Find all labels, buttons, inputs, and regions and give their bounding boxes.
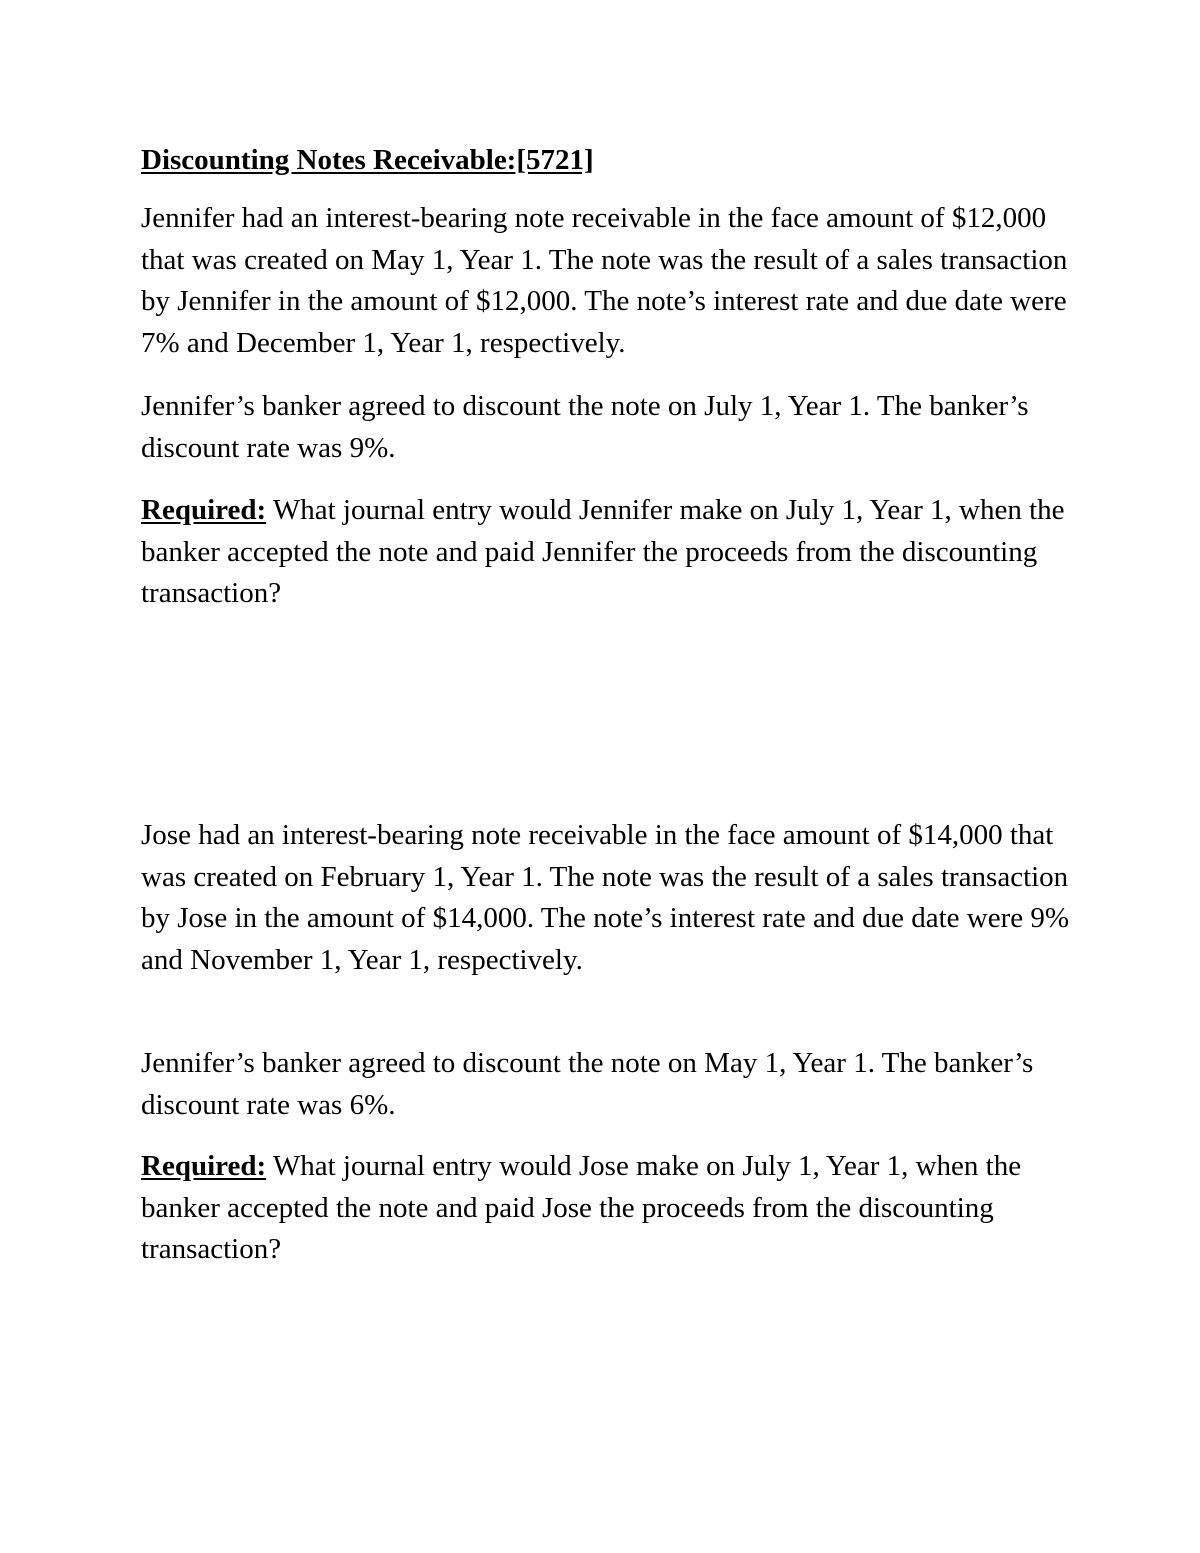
problem1-paragraph-2: Jennifer’s banker agreed to discount the note on July 1, Year 1. The banker’s discount rate was 9%. xyxy=(141,390,1029,464)
document-heading: Discounting Notes Receivable:[5721] xyxy=(141,144,594,176)
problem2-paragraph-1: Jose had an interest-bearing note receivable in the face amount of $14,000 that was created on February 1, Year 1. The note was the result of a sales transaction by Jose in the amount of $14,000. The note’s interest rate and due date were 9% and November 1, Year 1, respectively. xyxy=(141,819,1070,976)
problem2-required xyxy=(141,1146,1071,1271)
problem2-paragraph-2: Jennifer’s banker agreed to discount the note on May 1, Year 1. The banker’s discount rate was 6%. xyxy=(141,1047,1034,1121)
problem1-paragraph-1: Jennifer had an interest-bearing note receivable in the face amount of $12,000 that was created on May 1, Year 1. The note was the result of a sales transaction by Jennifer in the amount of $12,000. The note’s interest rate and due date were 7% and December 1, Year 1, respectively. xyxy=(141,202,1068,359)
problem2-required-text: What journal entry would Jose make on July 1, Year 1, when the banker accepted the note and paid Jose the proceeds from the discounting transaction? xyxy=(141,1150,1022,1265)
problem2-required-label: Required: xyxy=(141,1150,267,1182)
problem1-required-label: Required: xyxy=(141,494,267,526)
problem1-required-text: What journal entry would Jennifer make on July 1, Year 1, when the banker accepted the note and paid Jennifer the proceeds from the discounting transaction? xyxy=(141,494,1065,609)
problem1-required xyxy=(141,490,1071,615)
